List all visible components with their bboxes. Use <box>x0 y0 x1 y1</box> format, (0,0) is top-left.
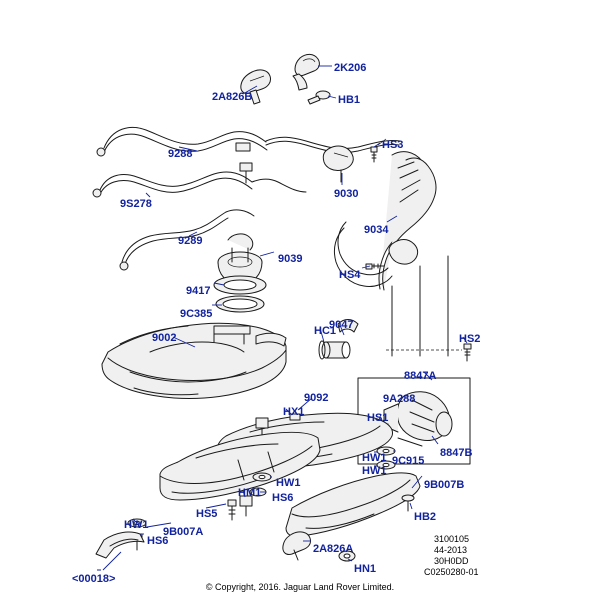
part-HS2 <box>464 344 471 361</box>
callout-9047[interactable]: 9047 <box>329 319 354 331</box>
copyright-notice: © Copyright, 2016. Jaguar Land Rover Limited. <box>205 582 395 592</box>
part-9002 <box>102 323 286 398</box>
callout-9002[interactable]: 9002 <box>152 332 177 344</box>
callout-9C385[interactable]: 9C385 <box>180 308 213 320</box>
callout-HS1[interactable]: HS1 <box>367 412 389 424</box>
callout-HS2[interactable]: HS2 <box>459 333 481 345</box>
part-HB1 <box>308 91 330 104</box>
callout-9039[interactable]: 9039 <box>278 253 303 265</box>
callout-part_rev[interactable]: <00018> <box>72 573 116 585</box>
callout-HS4[interactable]: HS4 <box>339 269 361 281</box>
callout-HB1[interactable]: HB1 <box>338 94 361 106</box>
part-2K206 <box>293 54 319 90</box>
callout-8847A[interactable]: 8847A <box>404 370 437 382</box>
callout-HX1[interactable]: HX1 <box>283 406 305 418</box>
callout-9C915[interactable]: 9C915 <box>392 455 425 467</box>
callout-2A826A[interactable]: 2A826A <box>313 543 354 555</box>
part-9288 <box>97 127 400 156</box>
callout-HW1b[interactable]: HW1 <box>362 465 387 477</box>
part-9034 <box>334 152 462 356</box>
part-HW1-mid <box>253 473 271 481</box>
callout-9289[interactable]: 9289 <box>178 235 203 247</box>
callout-HB2[interactable]: HB2 <box>414 511 437 523</box>
part-9S278 <box>93 163 306 197</box>
callout-HN1[interactable]: HN1 <box>354 563 377 575</box>
callout-9417[interactable]: 9417 <box>186 285 211 297</box>
callout-HW1d[interactable]: HW1 <box>124 519 149 531</box>
callout-HS3[interactable]: HS3 <box>382 139 404 151</box>
meta-line: 44-2013 <box>434 545 468 555</box>
callout-2K206[interactable]: 2K206 <box>334 62 367 74</box>
callout-9092[interactable]: 9092 <box>304 392 329 404</box>
callout-HW1a[interactable]: HW1 <box>362 452 387 464</box>
meta-line: C0250280-01 <box>424 567 479 577</box>
callout-HC1[interactable]: HC1 <box>314 325 337 337</box>
callout-HS6b[interactable]: HS6 <box>147 535 169 547</box>
callout-HS6a[interactable]: HS6 <box>272 492 294 504</box>
part-HM1 <box>240 496 252 516</box>
part-HS5 <box>228 500 236 520</box>
meta-line: 30H0DD <box>434 556 469 566</box>
callout-9A288[interactable]: 9A288 <box>383 393 416 405</box>
callout-HS5[interactable]: HS5 <box>196 508 218 520</box>
callout-9S278[interactable]: 9S278 <box>120 198 152 210</box>
part-2A826A <box>283 532 311 560</box>
callout-9034[interactable]: 9034 <box>364 224 389 236</box>
callout-HM1[interactable]: HM1 <box>238 487 262 499</box>
part-9B007B <box>286 473 420 536</box>
part-9047 <box>322 342 350 358</box>
callout-8847B[interactable]: 8847B <box>440 447 473 459</box>
callout-9B007B[interactable]: 9B007B <box>424 479 465 491</box>
part-9030 <box>323 146 353 182</box>
callout-9B007A[interactable]: 9B007A <box>163 526 204 538</box>
meta-line: 3100105 <box>434 534 470 544</box>
callout-HW1c[interactable]: HW1 <box>276 477 301 489</box>
callout-9288[interactable]: 9288 <box>168 148 193 160</box>
part-9C385 <box>216 296 264 312</box>
callout-2A826B[interactable]: 2A826B <box>212 91 253 103</box>
callout-9030[interactable]: 9030 <box>334 188 359 200</box>
